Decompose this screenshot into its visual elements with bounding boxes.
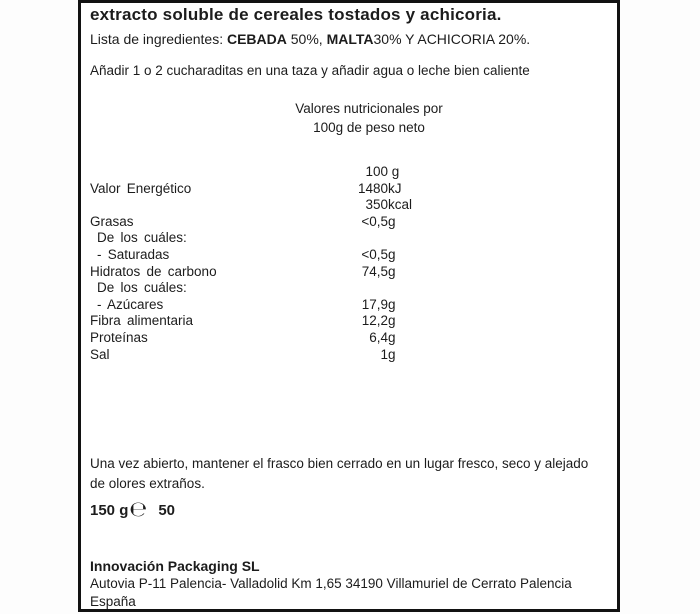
ingredients-prefix: Lista de ingredientes: — [90, 31, 227, 47]
ingredient-cebada: CEBADA — [226, 31, 287, 47]
nutrition-column-header: 100 g — [365, 164, 400, 179]
nutrition-row-of-which-2: De los cuáles: — [97, 280, 187, 296]
nutrition-row-sugars: - Azúcares 17,9 g — [97, 296, 396, 312]
nutrition-row-energy-kcal: 350 kcal — [365, 197, 413, 213]
nutrition-row-salt: Sal 1 g — [90, 346, 396, 362]
nutrition-row-carbohydrates: Hidratos de carbono 74,5 g — [90, 263, 396, 279]
net-weight-line — [90, 497, 175, 521]
ingredients-line — [90, 31, 613, 47]
storage-note: Una vez abierto, mantener el frasco bien cerrado en un lugar fresco, seco y alejado de olores extraños. — [90, 456, 589, 491]
nutrition-row-protein: Proteínas 6,4 g — [90, 329, 396, 345]
ingredients-rest: 30% Y ACHICORIA 20%. — [373, 31, 531, 47]
units-count: 50 — [158, 502, 175, 519]
preparation-instructions: Añadir 1 o 2 cucharaditas en una taza y añadir agua o leche bien caliente — [90, 63, 530, 78]
product-label — [78, 0, 620, 612]
nutrition-row-energy-kj: Valor Energético 1480 kJ — [90, 180, 402, 196]
net-weight-value: 150 g — [90, 502, 129, 519]
ingredient-malta: MALTA — [326, 31, 374, 47]
nutrition-row-fat: Grasas <0,5 g — [90, 213, 396, 229]
estimated-sign: ℮ — [129, 497, 148, 521]
nutrition-header-line2: 100g de peso neto — [313, 120, 425, 135]
ingredient-pct1: 50%, — [286, 31, 327, 47]
manufacturer-name: Innovación Packaging SL — [90, 558, 260, 574]
nutrition-header-line1: Valores nutricionales por — [295, 101, 443, 116]
nutrition-row-of-which-1: De los cuáles: — [97, 230, 187, 246]
manufacturer-address-line2: España — [90, 594, 136, 609]
manufacturer-block — [90, 557, 613, 611]
nutrition-row-fiber: Fibra alimentaria 12,2 g — [90, 313, 396, 329]
nutrition-table — [90, 164, 610, 363]
nutrition-header — [121, 99, 617, 137]
product-title: extracto soluble de cereales tostados y achicoria. — [90, 5, 502, 24]
nutrition-row-saturated: - Saturadas <0,5 g — [97, 246, 396, 262]
manufacturer-address-line1: Autovia P-11 Palencia- Valladolid Km 1,65 34190 Villamuriel de Cerrato Palencia — [90, 576, 572, 591]
